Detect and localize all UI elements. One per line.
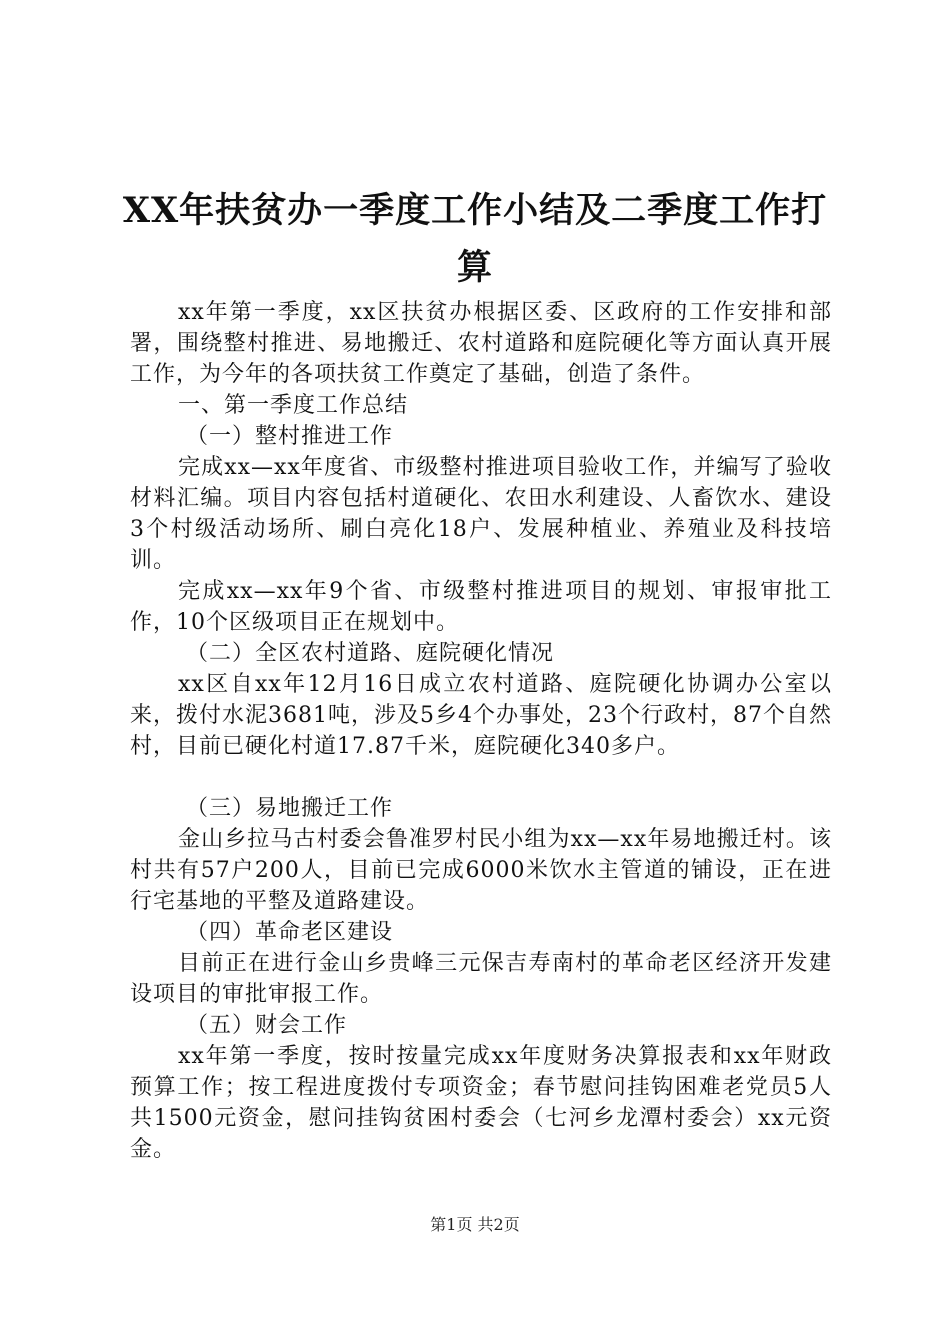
relocation-paragraph: 金山乡拉马古村委会鲁准罗村民小组为xx—xx年易地搬迁村。该村共有57户200人，目前已完成6000米饮水主管道的铺设，正在进行宅基地的平整及道路建设。 — [130, 827, 832, 914]
subsection-heading-old-revolutionary: （四）革命老区建设 — [186, 920, 394, 945]
village-paragraph-1: 完成xx—xx年度省、市级整村推进项目验收工作，并编写了验收材料汇编。项目内容包括村道硬化、农田水利建设、人畜饮水、建设3个村级活动场所、刷白亮化18户、发展种植业、养殖业及科技培训。 — [130, 455, 832, 573]
document-body — [130, 297, 832, 1165]
section-heading-summary: 一、第一季度工作总结 — [178, 393, 409, 418]
subsection-heading-relocation: （三）易地搬迁工作 — [186, 796, 394, 821]
intro-paragraph: xx年第一季度，xx区扶贫办根据区委、区政府的工作安排和部署，围绕整村推进、易地搬迁、农村道路和庭院硬化等方面认真开展工作，为今年的各项扶贫工作奠定了基础，创造了条件。 — [130, 300, 832, 387]
subsection-heading-finance: （五）财会工作 — [186, 1013, 348, 1038]
village-paragraph-2: 完成xx—xx年9个省、市级整村推进项目的规划、审报审批工作，10个区级项目正在规划中。 — [130, 579, 832, 635]
page-number: 第1页 共2页 — [430, 1215, 520, 1234]
subsection-heading-roads: （二）全区农村道路、庭院硬化情况 — [186, 641, 555, 666]
document-title: XX年扶贫办一季度工作小结及二季度工作打算 — [122, 190, 828, 288]
old-revolutionary-paragraph: 目前正在进行金山乡贵峰三元保吉寿南村的革命老区经济开发建设项目的审批审报工作。 — [130, 951, 832, 1007]
finance-paragraph: xx年第一季度，按时按量完成xx年度财务决算报表和xx年财政预算工作；按工程进度拨付专项资金；春节慰问挂钩困难老党员5人共1500元资金，慰问挂钩贫困村委会（七河乡龙潭村委会）xx元资金。 — [130, 1044, 832, 1162]
subsection-heading-village: （一）整村推进工作 — [186, 424, 394, 449]
blank-line — [130, 762, 832, 793]
roads-paragraph: xx区自xx年12月16日成立农村道路、庭院硬化协调办公室以来，拨付水泥3681吨，涉及5乡4个办事处，23个行政村，87个自然村，目前已硬化村道17.87千米，庭院硬化340多户。 — [130, 672, 832, 759]
